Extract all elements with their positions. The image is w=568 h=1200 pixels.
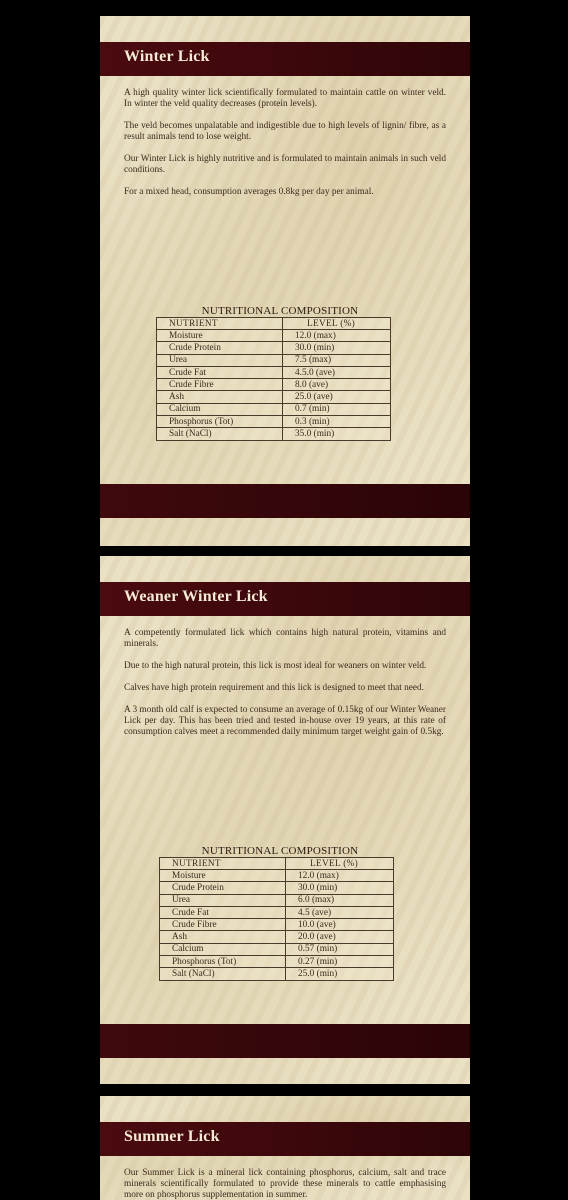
section-title-bar (100, 1122, 470, 1156)
nutrient-cell: Urea (160, 894, 286, 906)
table-row (157, 403, 391, 415)
table-row (160, 931, 394, 943)
nutrition-composition (100, 305, 470, 441)
section-body (124, 1168, 446, 1200)
level-cell: 0.27 (min) (286, 956, 394, 968)
level-cell: 12.0 (max) (286, 870, 394, 882)
nutrient-cell: Crude Fat (160, 906, 286, 918)
table-row (160, 870, 394, 882)
column-header: NUTRIENT (157, 318, 283, 330)
table-row (157, 330, 391, 342)
section-footer-bar (100, 484, 470, 518)
nutrition-table (156, 317, 391, 441)
level-cell: 0.7 (min) (283, 403, 391, 415)
table-row (160, 919, 394, 931)
section-title-bar (100, 582, 470, 616)
nutrient-cell: Calcium (157, 403, 283, 415)
level-cell: 6.0 (max) (286, 894, 394, 906)
table-row (157, 428, 391, 440)
paragraph: Calves have high protein requirement and this lick is designed to meet that need. (124, 683, 425, 693)
column-header: NUTRIENT (160, 858, 286, 870)
column-header: LEVEL (%) (286, 858, 394, 870)
paragraph: A competently formulated lick which contains high natural protein, vitamins and minerals. (124, 628, 446, 649)
paragraph: Our Winter Lick is highly nutritive and is formulated to maintain animals in such veld conditions. (124, 154, 446, 175)
section-title: Winter Lick (124, 48, 210, 65)
nutrition-composition (100, 845, 470, 981)
nutrient-cell: Crude Fat (157, 366, 283, 378)
table-header-row (160, 858, 394, 870)
table-row (160, 943, 394, 955)
level-cell: 4.5 (ave) (286, 906, 394, 918)
level-cell: 35.0 (min) (283, 428, 391, 440)
level-cell: 4.5.0 (ave) (283, 366, 391, 378)
nutrient-cell: Phosphorus (Tot) (160, 956, 286, 968)
level-cell: 0.3 (min) (283, 416, 391, 428)
section-title: Weaner Winter Lick (124, 588, 268, 605)
level-cell: 30.0 (min) (283, 342, 391, 354)
level-cell: 25.0 (ave) (283, 391, 391, 403)
nutrient-cell: Salt (NaCl) (157, 428, 283, 440)
summer-lick-card (100, 1096, 470, 1200)
nutrition-table (159, 857, 394, 981)
table-row (157, 379, 391, 391)
paragraph: The veld becomes unpalatable and indigestible due to high levels of lignin/ fibre, as a result animals tend to lose weight. (124, 121, 446, 142)
table-row (157, 416, 391, 428)
weaner-winter-lick-card (100, 556, 470, 1084)
level-cell: 8.0 (ave) (283, 379, 391, 391)
winter-lick-card (100, 16, 470, 546)
nutrient-cell: Urea (157, 354, 283, 366)
table-title: NUTRITIONAL COMPOSITION (201, 305, 359, 317)
table-title: NUTRITIONAL COMPOSITION (201, 845, 359, 857)
nutrient-cell: Salt (NaCl) (160, 968, 286, 980)
table-row (157, 391, 391, 403)
paragraph: A 3 month old calf is expected to consume an average of 0.15kg of our Winter Weaner Lick per day. This has been tried and tested in-house over 19 years, at this rate of consumption calves meet a recommended daily minimum target weight gain of 0.5kg. (124, 705, 446, 737)
nutrient-cell: Crude Protein (160, 882, 286, 894)
level-cell: 12.0 (max) (283, 330, 391, 342)
column-header: LEVEL (%) (283, 318, 391, 330)
level-cell: 7.5 (max) (283, 354, 391, 366)
table-row (160, 882, 394, 894)
table-header-row (157, 318, 391, 330)
section-body (124, 88, 446, 209)
nutrient-cell: Ash (160, 931, 286, 943)
level-cell: 25.0 (min) (286, 968, 394, 980)
nutrient-cell: Crude Protein (157, 342, 283, 354)
table-row (160, 894, 394, 906)
nutrient-cell: Moisture (160, 870, 286, 882)
table-row (160, 906, 394, 918)
nutrient-cell: Crude Fibre (160, 919, 286, 931)
section-body (124, 628, 446, 749)
paragraph: Our Summer Lick is a mineral lick containing phosphorus, calcium, salt and trace minerals scientifically formulated to provide these minerals to cattle emphasising more on phosphorus supplementation in summer. (124, 1168, 446, 1200)
section-title-bar (100, 42, 470, 76)
paragraph: For a mixed head, consumption averages 0.8kg per day per animal. (124, 187, 374, 197)
level-cell: 30.0 (min) (286, 882, 394, 894)
nutrient-cell: Ash (157, 391, 283, 403)
level-cell: 10.0 (ave) (286, 919, 394, 931)
nutrient-cell: Crude Fibre (157, 379, 283, 391)
paragraph: Due to the high natural protein, this lick is most ideal for weaners on winter veld. (124, 661, 427, 671)
paragraph: A high quality winter lick scientifically formulated to maintain cattle on winter veld. In winter the veld quality decreases (protein levels). (124, 88, 446, 109)
section-title: Summer Lick (124, 1128, 220, 1145)
level-cell: 20.0 (ave) (286, 931, 394, 943)
table-row (157, 342, 391, 354)
level-cell: 0.57 (min) (286, 943, 394, 955)
nutrient-cell: Calcium (160, 943, 286, 955)
table-row (160, 968, 394, 980)
nutrient-cell: Moisture (157, 330, 283, 342)
table-row (157, 366, 391, 378)
nutrient-cell: Phosphorus (Tot) (157, 416, 283, 428)
section-footer-bar (100, 1024, 470, 1058)
table-row (157, 354, 391, 366)
table-row (160, 956, 394, 968)
